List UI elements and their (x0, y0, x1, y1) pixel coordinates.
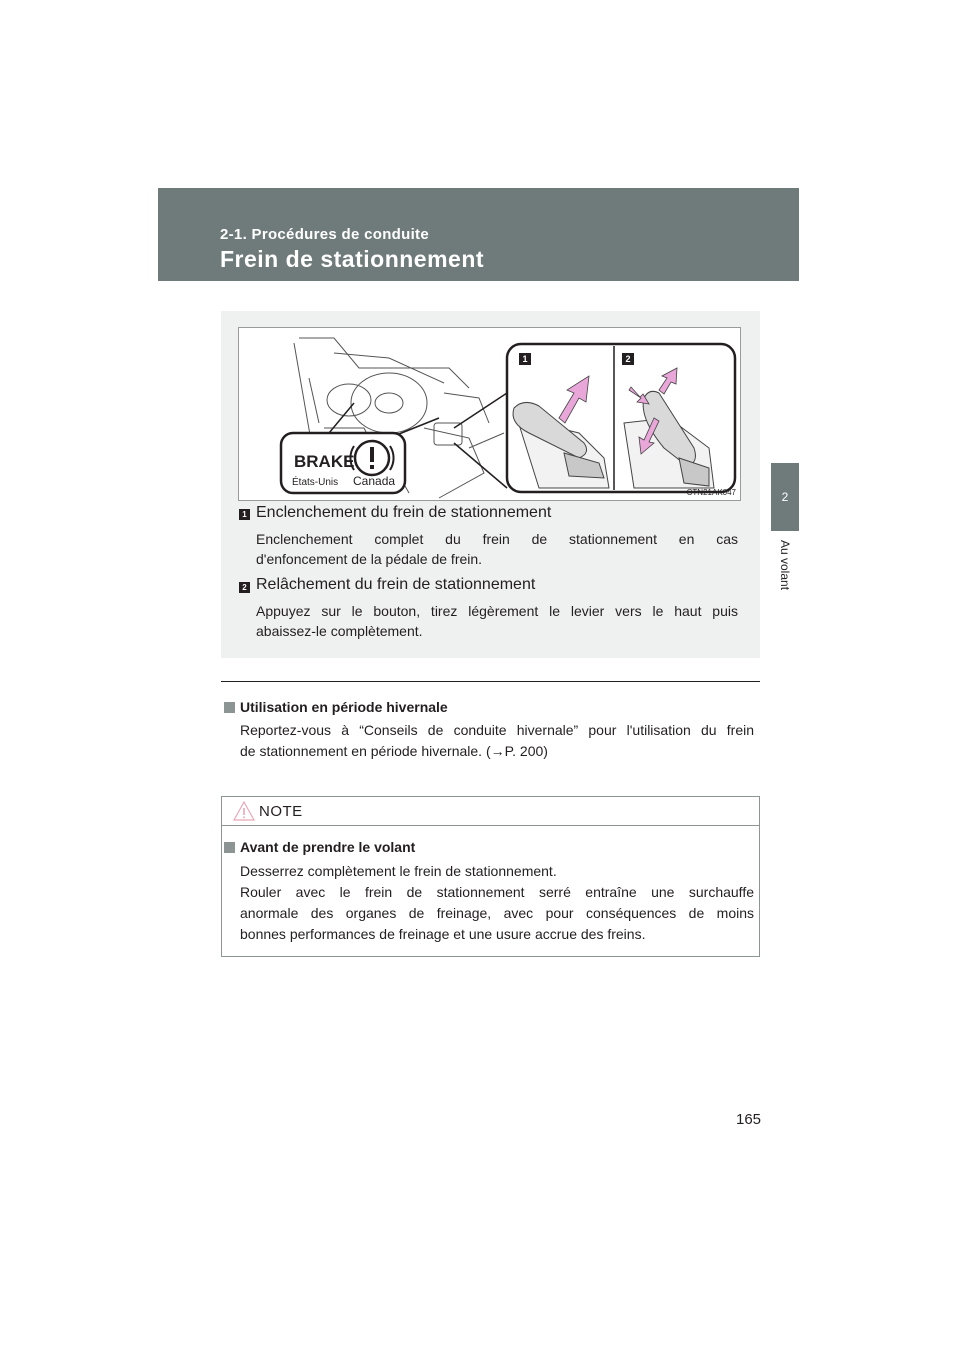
brake-lamp-text: BRAKE (294, 452, 355, 471)
step-1-body-line1: Enclenchement complet du frein de stationnement en cas (256, 531, 738, 547)
panel-2-number: 2 (625, 354, 631, 364)
label-canada: Canada (353, 474, 396, 488)
winter-line2: de stationnement en période hivernale. (→P. 200) (240, 743, 548, 759)
bullet-square-icon (224, 842, 235, 853)
parking-brake-illustration (238, 327, 741, 501)
page-title: Frein de stationnement (220, 246, 485, 272)
panel-1-number: 1 (522, 354, 528, 364)
chapter-tab: 2 (771, 463, 799, 531)
section-label: 2-1. Procédures de conduite (220, 226, 429, 243)
illustration-drawing (239, 328, 742, 502)
warning-triangle-icon (233, 801, 255, 821)
section-divider (221, 681, 760, 682)
step-2-body-line2: abaissez-le complètement. (256, 623, 423, 639)
step-1-body-line2: d'enfoncement de la pédale de frein. (256, 551, 483, 567)
winter-heading (224, 699, 448, 715)
step-1-marker: 1 (239, 509, 250, 520)
illustration-code: CTN21AK047 (686, 488, 736, 497)
note-line3: anormale des organes de freinage, avec pour conséquences de moins (240, 905, 754, 921)
note-header (222, 797, 759, 826)
note-heading (224, 839, 415, 855)
label-us: États-Unis (292, 477, 339, 488)
section-header (158, 188, 799, 281)
step-2-body-line1: Appuyez sur le bouton, tirez légèrement le levier vers le haut puis (256, 603, 738, 619)
winter-line1: Reportez-vous à “Conseils de conduite hivernale” pour l'utilisation du frein (240, 722, 754, 738)
chapter-label: Au volant (778, 540, 792, 591)
page-number: 165 (736, 1111, 762, 1128)
note-line1: Desserrez complètement le frein de stationnement. (240, 863, 557, 879)
note-heading-text: Avant de prendre le volant (240, 839, 416, 855)
note-line4: bonnes performances de freinage et une usure accrue des freins. (240, 926, 646, 942)
step-2-marker: 2 (239, 582, 250, 593)
winter-heading-text: Utilisation en période hivernale (240, 699, 448, 715)
note-label: NOTE (259, 803, 303, 820)
step-1-heading: Enclenchement du frein de stationnement (256, 504, 552, 521)
step-2-heading: Relâchement du frein de stationnement (256, 576, 536, 593)
note-line2: Rouler avec le frein de stationnement serré entraîne une surchauffe (240, 884, 754, 900)
bullet-square-icon (224, 702, 235, 713)
